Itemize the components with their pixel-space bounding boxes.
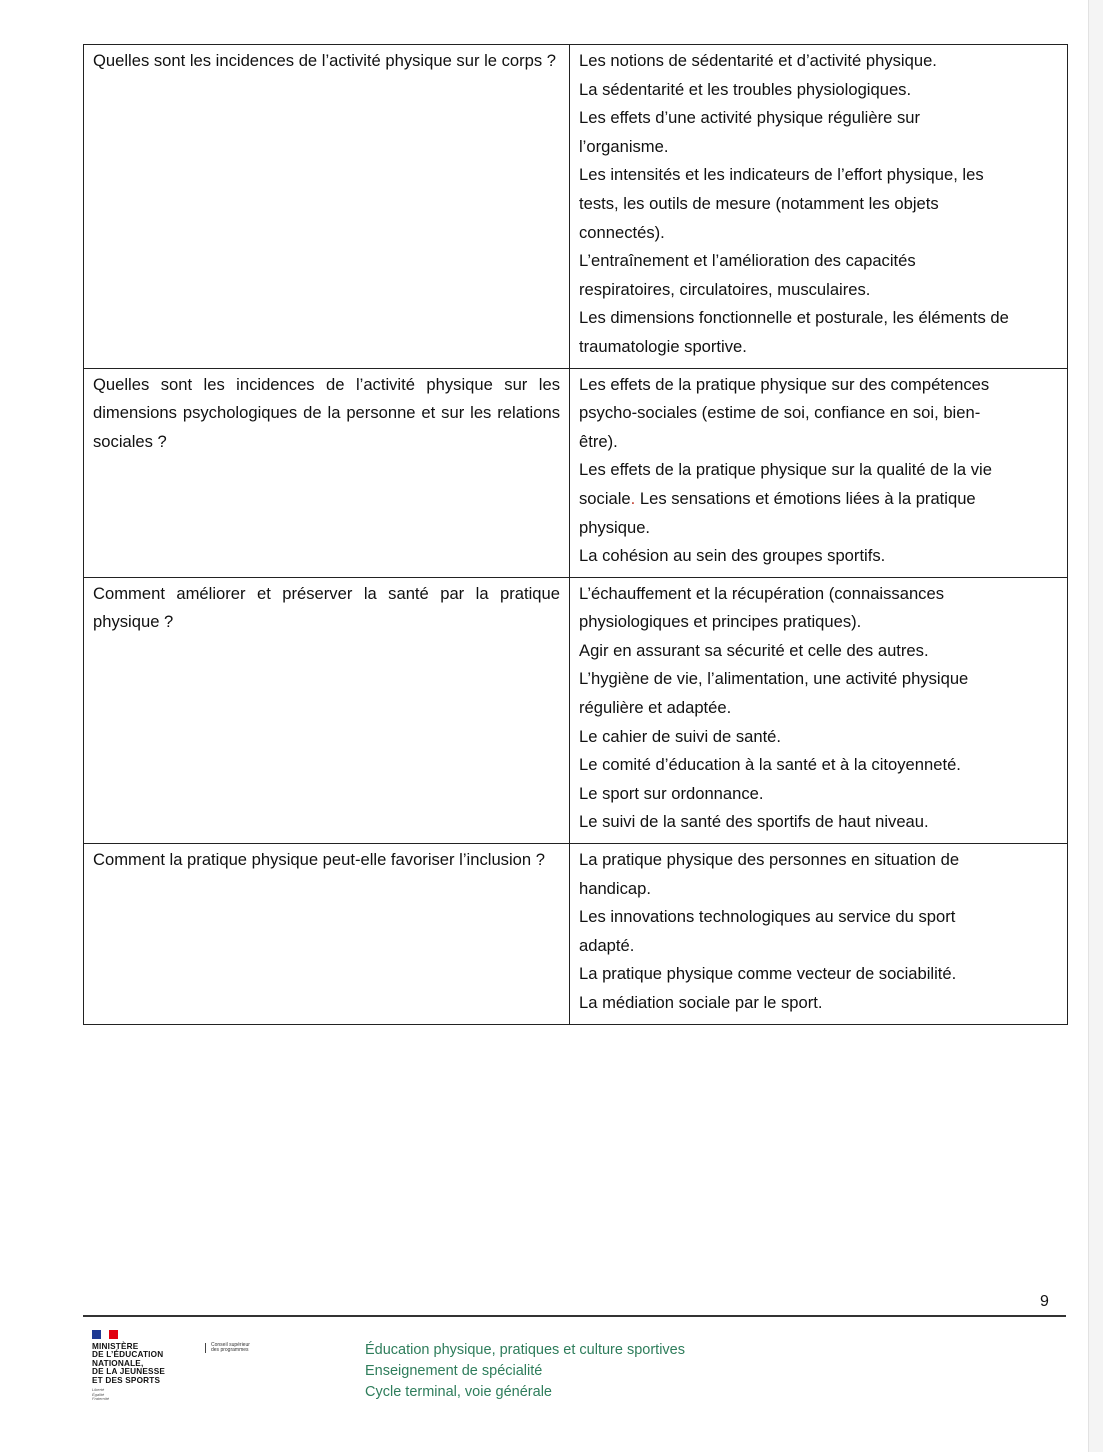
answer-line: L’hygiène de vie, l’alimentation, une activité physique — [579, 669, 969, 689]
ministry-logo — [92, 1330, 187, 1402]
conseil-line: des programmes — [211, 1347, 249, 1353]
conseil-logo — [205, 1343, 250, 1353]
motto — [92, 1388, 187, 1402]
content-table — [83, 44, 1068, 1025]
answer-line: régulière et adaptée. — [579, 698, 732, 718]
table-row — [84, 45, 1067, 369]
answer-line: L’échauffement et la récupération (connaissances — [579, 583, 944, 603]
flag-icon — [92, 1330, 118, 1339]
table-row — [84, 369, 1067, 578]
page-number: 9 — [1040, 1293, 1049, 1310]
answer-line: Agir en assurant sa sécurité et celle des autres. — [579, 640, 929, 660]
answer-line: handicap. — [579, 878, 651, 898]
answer-line: l’organisme. — [579, 136, 669, 156]
ministry-name: DE L’ÉDUCATION — [92, 1350, 164, 1360]
answer-line: Le cahier de suivi de santé. — [579, 726, 782, 746]
answer-line: Les intensités et les indicateurs de l’effort physique, les — [579, 165, 984, 185]
answer-line: physique. — [579, 517, 651, 537]
footer-course-info — [365, 1340, 685, 1403]
answer-line: physiologiques et principes pratiques). — [579, 612, 862, 632]
answer-line: La pratique physique des personnes en situation de — [579, 850, 960, 870]
ministry-name: ET DES SPORTS — [92, 1375, 161, 1385]
table-row — [84, 578, 1067, 844]
motto-line: Liberté — [92, 1387, 105, 1393]
page-edge — [1088, 0, 1103, 1452]
ministry-name: DE LA JEUNESSE — [92, 1367, 166, 1377]
answer-line: tests, les outils de mesure (notamment les objets — [579, 193, 939, 213]
answer-line: traumatologie sportive. — [579, 336, 747, 356]
answer-line: La pratique physique comme vecteur de sociabilité. — [579, 964, 957, 984]
question-cell: Comment la pratique physique peut-elle favoriser l’inclusion ? — [84, 844, 570, 1024]
answer-cell — [570, 369, 1067, 577]
answer-segment: Les sensations et émotions liées à la pratique — [635, 488, 976, 508]
answer-line: L’entraînement et l’amélioration des capacités — [579, 251, 916, 271]
table-row — [84, 844, 1067, 1024]
answer-line: être). — [579, 431, 618, 451]
answer-line: Les notions de sédentarité et d’activité physique. — [579, 51, 937, 70]
question-cell: Comment améliorer et préserver la santé par la pratique physique ? — [84, 578, 570, 843]
answer-line: respiratoires, circulatoires, musculaires. — [579, 279, 871, 299]
answer-line: La médiation sociale par le sport. — [579, 993, 823, 1012]
footer-divider — [83, 1315, 1066, 1317]
motto-line: Fraternité — [92, 1396, 110, 1402]
question-cell: Quelles sont les incidences de l’activité physique sur le corps ? — [84, 45, 570, 368]
motto-line: Égalité — [92, 1391, 105, 1397]
footer-line: Enseignement de spécialité — [365, 1363, 543, 1379]
answer-line: Le comité d’éducation à la santé et à la citoyenneté. — [579, 755, 961, 775]
answer-line: La sédentarité et les troubles physiologiques. — [579, 79, 912, 99]
answer-line: Les innovations technologiques au service du sport — [579, 907, 956, 927]
answer-cell — [570, 45, 1067, 368]
answer-line: Les effets d’une activité physique régulière sur — [579, 108, 920, 128]
answer-line: connectés). — [579, 222, 665, 242]
answer-line: Le suivi de la santé des sportifs de haut niveau. — [579, 812, 929, 832]
answer-segment: sociale — [579, 488, 631, 508]
conseil-line: Conseil supérieur — [211, 1342, 250, 1348]
footer-line: Éducation physique, pratiques et culture sportives — [365, 1342, 685, 1358]
answer-line: Le sport sur ordonnance. — [579, 783, 764, 803]
ministry-name: MINISTÈRE — [92, 1342, 139, 1351]
answer-line: psycho-sociales (estime de soi, confiance en soi, bien- — [579, 403, 981, 423]
answer-line: Les dimensions fonctionnelle et posturale, les éléments de — [579, 308, 1009, 328]
answer-cell — [570, 844, 1067, 1024]
ministry-name: NATIONALE, — [92, 1358, 144, 1368]
answer-cell — [570, 578, 1067, 843]
answer-line: Les effets de la pratique physique sur des compétences — [579, 374, 990, 394]
answer-line: La cohésion au sein des groupes sportifs. — [579, 546, 886, 566]
answer-line: adapté. — [579, 935, 635, 955]
question-cell: Quelles sont les incidences de l’activité physique sur les dimensions psychologiques de la personne et sur les relations sociales ? — [84, 369, 570, 577]
answer-line — [579, 485, 1063, 514]
footer-line: Cycle terminal, voie générale — [365, 1384, 552, 1400]
red-period-mark: . — [630, 488, 636, 508]
answer-line: Les effets de la pratique physique sur la qualité de la vie — [579, 460, 992, 480]
